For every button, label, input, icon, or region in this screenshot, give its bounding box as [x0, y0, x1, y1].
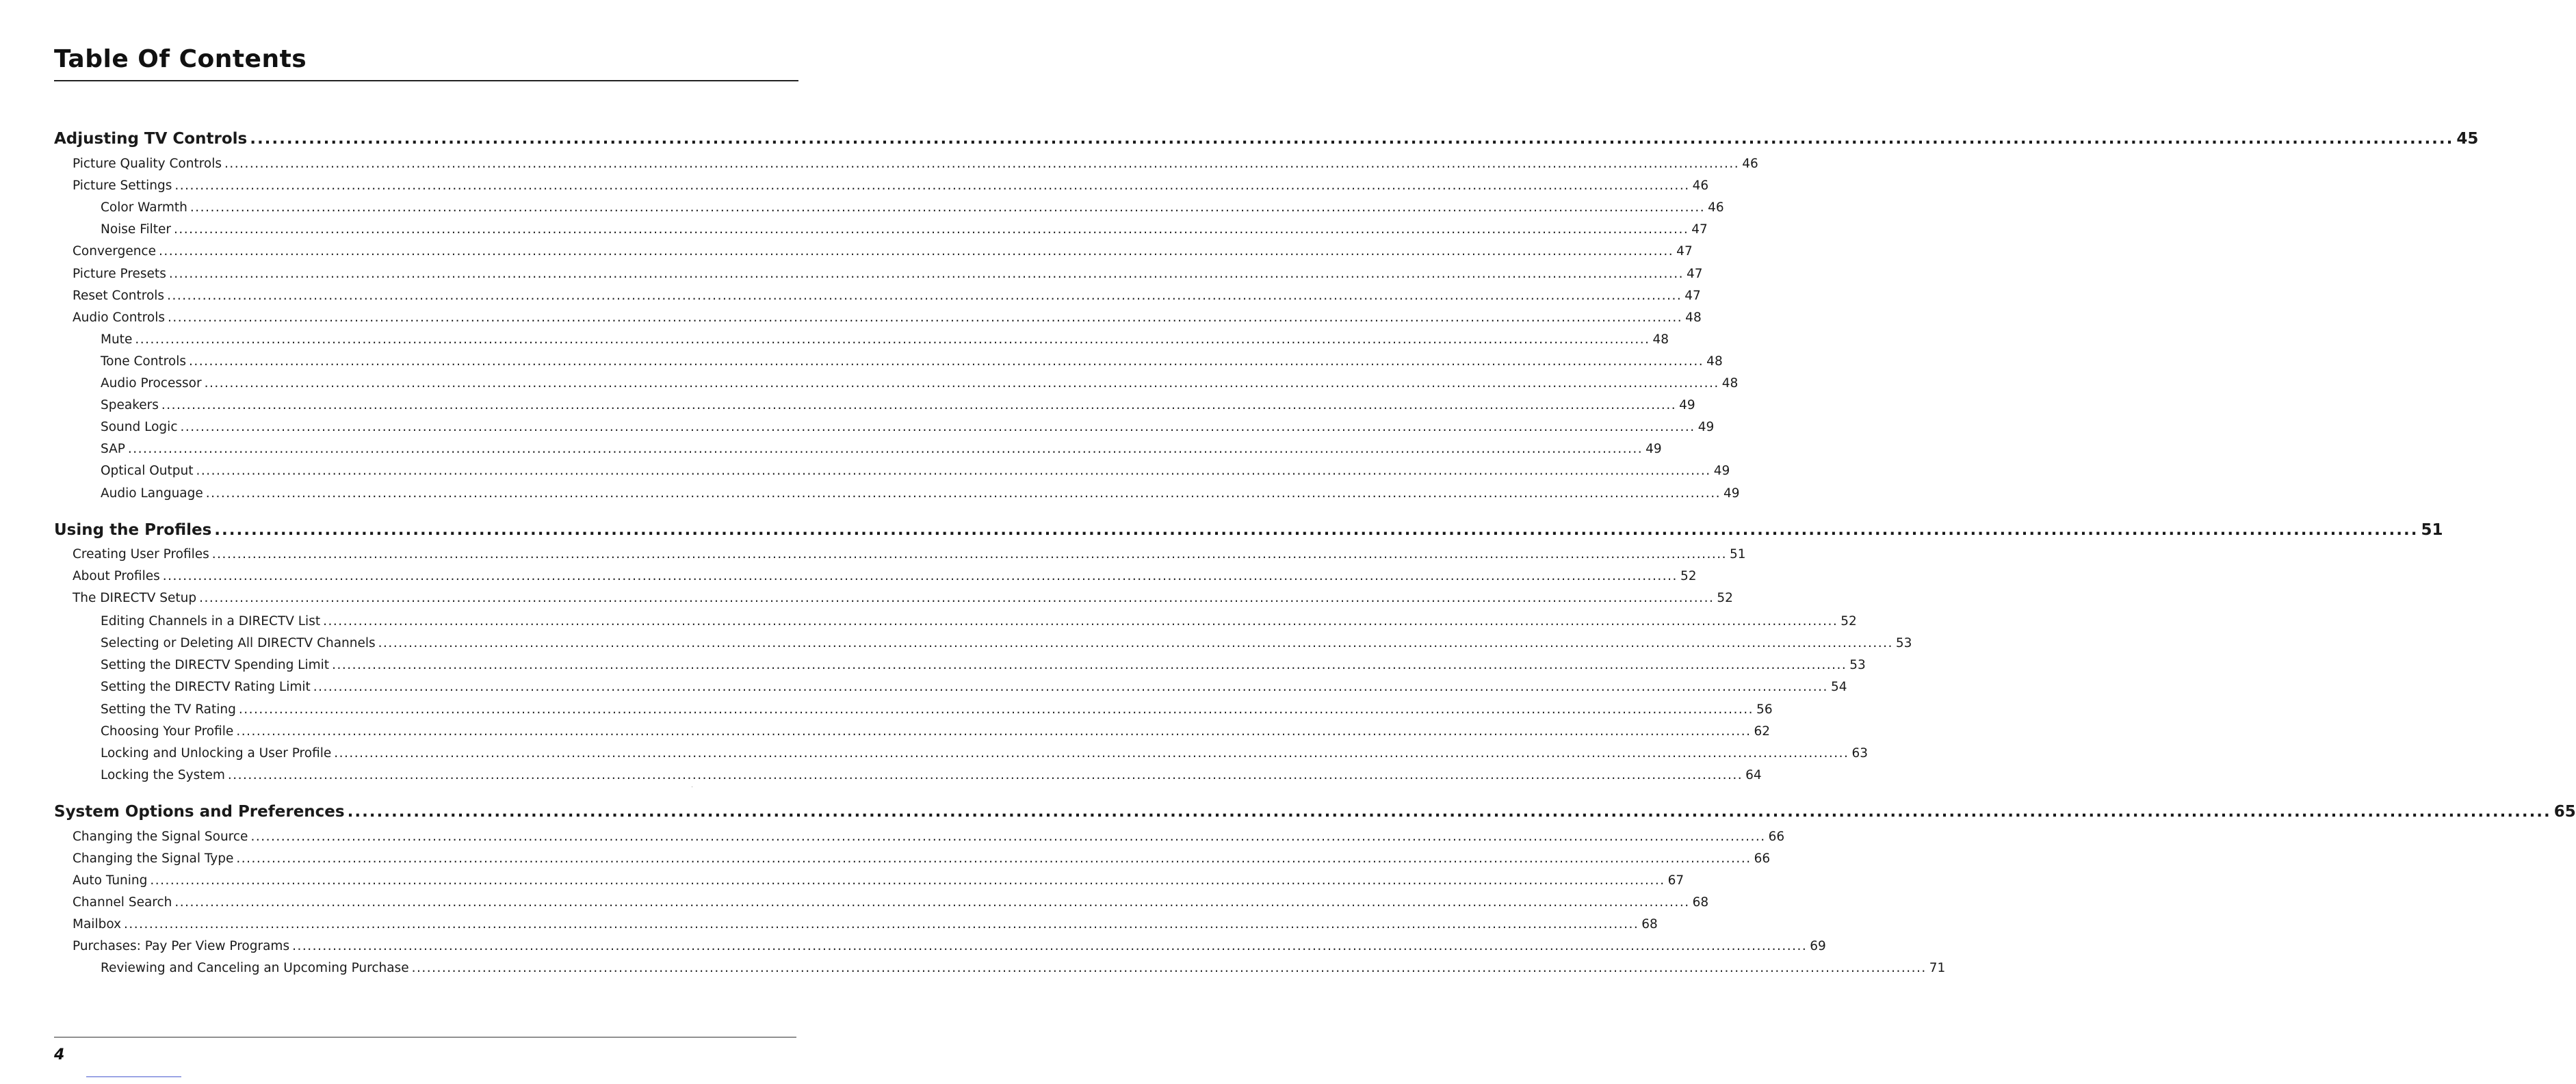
dot-leader: ............................................................................................................................................................................................................................................................................................................: [158, 244, 1674, 259]
dot-leader: ............................................................................................................................................................................................................................................................................................................: [236, 851, 1752, 866]
toc-entry-page: 48: [1721, 376, 1739, 391]
toc-entry: [101, 398, 1695, 412]
toc-entry-page: 52: [1717, 591, 1733, 605]
toc-entry-label: Setting the DIRECTV Rating Limit: [101, 680, 311, 694]
toc-entry-page: 46: [1708, 200, 1724, 215]
toc-entry-label: Speakers: [101, 398, 159, 412]
toc-entry-label: Choosing Your Profile: [101, 724, 234, 739]
toc-entry-page: 46: [1742, 157, 1758, 171]
toc-entry: [73, 244, 1693, 259]
toc-entry-page: 46: [1692, 179, 1709, 193]
toc-entry-page: 67: [1667, 873, 1684, 888]
toc-entry-page: 51: [1729, 547, 1746, 561]
toc-entry-label: Optical Output: [101, 464, 194, 478]
dot-leader: ............................................................................................................................................................................................................................................................................................................: [127, 442, 1643, 456]
toc-entry-label: Adjusting TV Controls: [54, 130, 248, 148]
toc-entry-label: Audio Processor: [101, 376, 202, 391]
toc-entry-label: Setting the DIRECTV Spending Limit: [101, 658, 330, 672]
toc-entry-label: Changing the Signal Type: [73, 851, 234, 866]
toc-entry: [73, 851, 1771, 866]
dot-leader: ............................................................................................................................................................................................................................................................................................................: [196, 464, 1711, 478]
toc-entry: [73, 547, 1746, 561]
toc-entry-page: 49: [1713, 464, 1730, 478]
toc-entry-page: 53: [1895, 636, 1912, 650]
toc-entry: [101, 486, 1740, 501]
toc-entry-label: Locking and Unlocking a User Profile: [101, 746, 332, 761]
dot-leader: ............................................................................................................................................................................................................................................................................................................: [347, 803, 2551, 821]
toc-entry-page: 47: [1676, 244, 1693, 259]
dot-leader: ............................................................................................................................................................................................................................................................................................................: [161, 398, 1677, 412]
dot-leader: ............................................................................................................................................................................................................................................................................................................: [332, 658, 1847, 672]
toc-entry: [73, 267, 1703, 281]
dot-leader: ............................................................................................................................................................................................................................................................................................................: [214, 521, 2419, 539]
dot-leader: ............................................................................................................................................................................................................................................................................................................: [168, 267, 1684, 281]
toc-entry-label: Using the Profiles: [54, 521, 212, 539]
toc-entry-page: 71: [1929, 961, 1946, 975]
toc-entry: [73, 157, 1758, 171]
page-title: Table Of Contents: [54, 45, 307, 73]
toc-entry-label: Changing the Signal Source: [73, 830, 248, 844]
toc-entry-page: 47: [1687, 267, 1703, 281]
toc-entry: [101, 200, 1724, 215]
toc-entry-page: 68: [1692, 895, 1709, 910]
toc-entry-page: 48: [1652, 332, 1669, 347]
dot-leader: ............................................................................................................................................................................................................................................................................................................: [224, 157, 1740, 171]
dot-leader: ............................................................................................................................................................................................................................................................................................................: [292, 939, 1808, 953]
dot-leader: ............................................................................................................................................................................................................................................................................................................: [204, 376, 1719, 391]
toc-entry-page: 48: [1706, 354, 1723, 369]
toc-entry-label: Reset Controls: [73, 289, 165, 303]
toc-entry-label: Picture Settings: [73, 179, 172, 193]
dot-leader: ............................................................................................................................................................................................................................................................................................................: [250, 130, 2454, 148]
dot-leader: ............................................................................................................................................................................................................................................................................................................: [162, 569, 1678, 583]
dot-leader: ............................................................................................................................................................................................................................................................................................................: [227, 768, 1743, 782]
toc-entry-page: 62: [1754, 724, 1771, 739]
dot-leader: ............................................................................................................................................................................................................................................................................................................: [150, 873, 1665, 888]
toc-entry-label: Noise Filter: [101, 222, 172, 237]
toc-entry-label: About Profiles: [73, 569, 160, 583]
dot-leader: ............................................................................................................................................................................................................................................................................................................: [238, 702, 1754, 717]
toc-entry-label: SAP: [101, 442, 125, 456]
toc-entry: [101, 680, 1847, 694]
dot-leader: ............................................................................................................................................................................................................................................................................................................: [411, 961, 1927, 975]
toc-entry: [101, 464, 1730, 478]
dot-leader: ............................................................................................................................................................................................................................................................................................................: [323, 614, 1838, 629]
toc-entry-page: 47: [1684, 289, 1701, 303]
toc-entry: [101, 376, 1739, 391]
toc-entry-label: Reviewing and Canceling an Upcoming Purchase: [101, 961, 409, 975]
dot-leader: ............................................................................................................................................................................................................................................................................................................: [190, 200, 1706, 215]
toc-entry: [101, 354, 1723, 369]
toc-entry-label: Picture Quality Controls: [73, 157, 222, 171]
toc-entry: [101, 636, 1912, 650]
toc-entry-label: The DIRECTV Setup: [73, 591, 197, 605]
toc-entry-page: 45: [2456, 130, 2479, 148]
dot-leader: ............................................................................................................................................................................................................................................................................................................: [124, 917, 1639, 931]
toc-entry-label: Channel Search: [73, 895, 172, 910]
toc-entry-page: 49: [1697, 420, 1715, 434]
dot-leader: ............................................................................................................................................................................................................................................................................................................: [135, 332, 1650, 347]
toc-section-heading: [54, 803, 2576, 821]
toc-entry-label: Editing Channels in a DIRECTV List: [101, 614, 321, 629]
dot-leader: ............................................................................................................................................................................................................................................................................................................: [174, 222, 1689, 237]
toc-entry-page: 47: [1691, 222, 1708, 237]
toc-entry-page: 51: [2421, 521, 2443, 539]
toc-entry-page: 66: [1768, 830, 1785, 844]
toc-entry-label: Creating User Profiles: [73, 547, 209, 561]
toc-entry-page: 49: [1723, 486, 1740, 501]
toc-entry-page: 52: [1680, 569, 1697, 583]
toc-entry-page: 49: [1645, 442, 1662, 456]
toc-entry-page: 68: [1641, 917, 1658, 931]
toc-entry: [101, 702, 1773, 717]
toc-entry: [73, 939, 1826, 953]
toc-entry: [101, 746, 1868, 761]
toc-entry: [73, 289, 1701, 303]
toc-entry-page: 69: [1810, 939, 1826, 953]
toc-entry: [73, 569, 1697, 583]
toc-entry-label: Picture Presets: [73, 267, 166, 281]
toc-entry: [73, 917, 1658, 931]
toc-entry-label: Auto Tuning: [73, 873, 148, 888]
toc-entry-label: Locking the System: [101, 768, 225, 782]
toc-entry: [73, 591, 1733, 605]
toc-entry-page: 63: [1851, 746, 1868, 761]
toc-entry-page: 49: [1679, 398, 1695, 412]
toc-entry: [73, 830, 1785, 844]
toc-entry-label: Color Warmth: [101, 200, 187, 215]
dot-leader: ............................................................................................................................................................................................................................................................................................................: [174, 179, 1690, 193]
toc-entry-page: 53: [1849, 658, 1866, 672]
toc-entry-label: Mute: [101, 332, 133, 347]
toc-entry-label: Sound Logic: [101, 420, 178, 434]
dot-leader: ............................................................................................................................................................................................................................................................................................................: [313, 680, 1828, 694]
dot-leader: ............................................................................................................................................................................................................................................................................................................: [167, 310, 1683, 325]
toc-entry-page: 65: [2553, 803, 2576, 821]
toc-entry: [101, 658, 1866, 672]
toc-entry-label: Audio Language: [101, 486, 203, 501]
toc-entry: [101, 420, 1715, 434]
toc-entry: [101, 442, 1662, 456]
toc-entry: [73, 895, 1709, 910]
toc-entry-page: 48: [1685, 310, 1702, 325]
dot-leader: ............................................................................................................................................................................................................................................................................................................: [205, 486, 1721, 501]
toc-entry-label: Selecting or Deleting All DIRECTV Channels: [101, 636, 376, 650]
toc-entry-page: 66: [1754, 851, 1771, 866]
toc-entry: [101, 222, 1708, 237]
toc-entry-page: 52: [1840, 614, 1857, 629]
toc-entry: [73, 179, 1709, 193]
toc-entry: [101, 614, 1857, 629]
dot-leader: ............................................................................................................................................................................................................................................................................................................: [211, 547, 1727, 561]
toc-section-heading: [54, 521, 2443, 539]
toc-entry-page: 56: [1756, 702, 1773, 717]
toc-entry: [101, 724, 1771, 739]
toc-entry-label: Purchases: Pay Per View Programs: [73, 939, 290, 953]
scan-artifact-line: [86, 1076, 181, 1077]
toc-entry-label: Convergence: [73, 244, 156, 259]
dot-leader: ............................................................................................................................................................................................................................................................................................................: [180, 420, 1695, 434]
dot-leader: ............................................................................................................................................................................................................................................................................................................: [236, 724, 1752, 739]
dot-leader: ............................................................................................................................................................................................................................................................................................................: [188, 354, 1704, 369]
toc-entry-label: Audio Controls: [73, 310, 165, 325]
toc-entry-label: System Options and Preferences: [54, 803, 345, 821]
toc-entry-label: Tone Controls: [101, 354, 186, 369]
toc-entry: [73, 310, 1702, 325]
toc-entry-label: Mailbox: [73, 917, 122, 931]
toc-entry: [101, 332, 1669, 347]
dot-leader: ............................................................................................................................................................................................................................................................................................................: [167, 289, 1682, 303]
dot-leader: ............................................................................................................................................................................................................................................................................................................: [199, 591, 1715, 605]
dot-leader: ............................................................................................................................................................................................................................................................................................................: [174, 895, 1690, 910]
toc-entry: [73, 873, 1684, 888]
toc-entry: [101, 961, 1946, 975]
page-number: 4: [54, 1046, 65, 1063]
toc-entry-page: 54: [1830, 680, 1847, 694]
toc-entry: [101, 768, 1762, 782]
dot-leader: ............................................................................................................................................................................................................................................................................................................: [334, 746, 1849, 761]
toc-section-heading: [54, 130, 2479, 148]
dot-leader: ............................................................................................................................................................................................................................................................................................................: [378, 636, 1893, 650]
dot-leader: ............................................................................................................................................................................................................................................................................................................: [250, 830, 1766, 844]
toc-entry-page: 64: [1745, 768, 1762, 782]
toc-entry-label: Setting the TV Rating: [101, 702, 236, 717]
